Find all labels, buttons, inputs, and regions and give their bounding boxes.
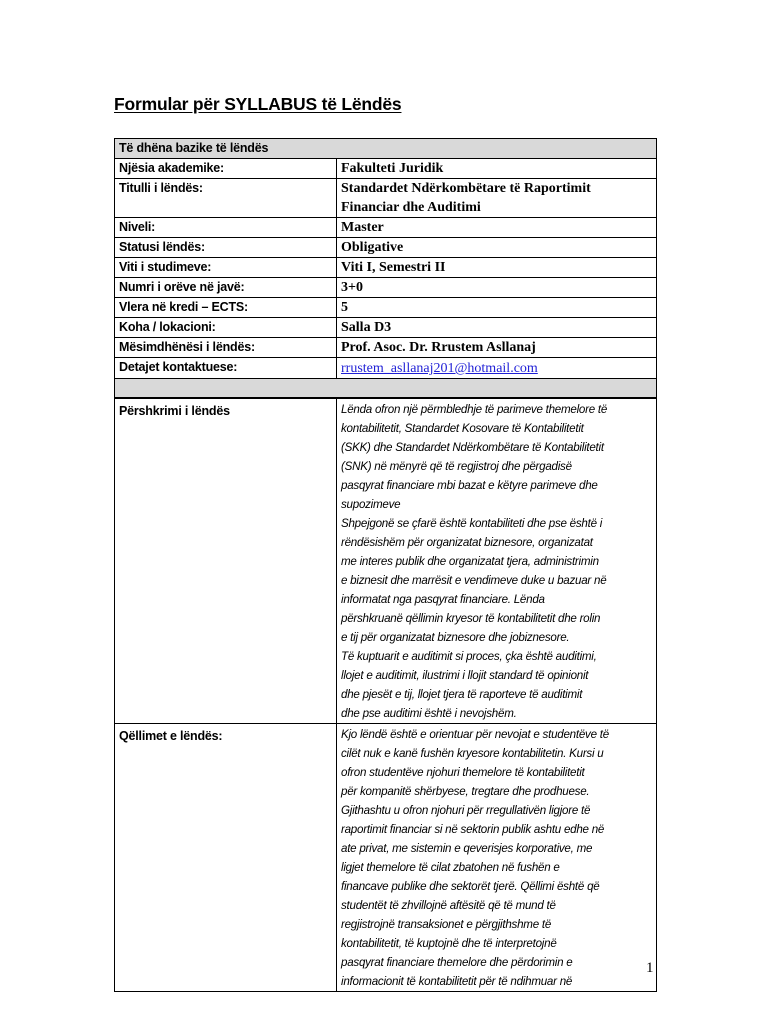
description-line: dhe pjesët e tij, llojet tjera të raporteve të auditimit bbox=[341, 688, 583, 701]
row-label-description: Përshkrimi i lëndës bbox=[115, 399, 337, 724]
table-row bbox=[115, 298, 657, 318]
description-line: pasqyrat financiare mbi bazat e këtyre parimeve dhe bbox=[341, 479, 598, 492]
description-line: (SKK) dhe Standardet Ndërkombëtare të Kontabilitetit bbox=[341, 441, 604, 454]
goals-line: ate privat, me sistemin e qeverisjes korporative, me bbox=[341, 842, 593, 855]
table-header: Të dhëna bazike të lëndës bbox=[115, 139, 657, 159]
description-line: me interes publik dhe organizatat tjera, administrimin bbox=[341, 555, 599, 568]
row-label-status: Statusi lëndës: bbox=[115, 238, 337, 258]
row-value-weekly-hours: 3+0 bbox=[337, 278, 657, 298]
goals-line: studentët të zhvillojnë aftësitë që të mund të bbox=[341, 899, 556, 912]
description-line: rëndësishëm për organizatat biznesore, organizatat bbox=[341, 536, 593, 549]
document-title: Formular për SYLLABUS të Lëndës bbox=[114, 94, 402, 114]
table-row bbox=[115, 159, 657, 179]
goals-line: raportimit financiar si në sektorin publik ashtu edhe në bbox=[341, 823, 605, 836]
row-value-status: Obligative bbox=[337, 238, 657, 258]
row-label-time-location: Koha / lokacioni: bbox=[115, 318, 337, 338]
description-line: përshkruanë qëllimin kryesor të kontabilitetit dhe rolin bbox=[341, 612, 601, 625]
description-line: informatat nga pasqyrat financiare. Lënda bbox=[341, 593, 545, 606]
goals-line: Kjo lëndë është e orientuar për nevojat e studentëve të bbox=[341, 728, 609, 741]
goals-text bbox=[337, 724, 657, 992]
spacer-row bbox=[115, 379, 657, 398]
row-label-ects: Vlera në kredi – ECTS: bbox=[115, 298, 337, 318]
goals-line: pasqyrat financiare themelore dhe përdorimin e bbox=[341, 956, 573, 969]
row-value-ects: 5 bbox=[337, 298, 657, 318]
goals-row bbox=[115, 724, 657, 992]
row-value-lecturer: Prof. Asoc. Dr. Rrustem Asllanaj bbox=[337, 338, 657, 358]
goals-line: financave publike dhe sektorët tjerë. Qëllimi është që bbox=[341, 880, 600, 893]
row-value-time-location: Salla D3 bbox=[337, 318, 657, 338]
table-row bbox=[115, 238, 657, 258]
table-row bbox=[115, 338, 657, 358]
goals-line: Gjithashtu u ofron njohuri për rregullativën ligjore të bbox=[341, 804, 591, 817]
description-line: (SNK) në mënyrë që të regjistroj dhe përgadisë bbox=[341, 460, 572, 473]
goals-line: kontabilitetit, të kuptojnë dhe të interpretojnë bbox=[341, 937, 557, 950]
goals-line: ligjet themelore të cilat zbatohen në fushën e bbox=[341, 861, 560, 874]
description-line: dhe pse auditimi është i nevojshëm. bbox=[341, 707, 517, 720]
goals-line: për kompanitë shërbyese, tregtare dhe prodhuese. bbox=[341, 785, 590, 798]
description-line: Lënda ofron një përmbledhje të parimeve themelore të bbox=[341, 403, 608, 416]
description-row bbox=[115, 399, 657, 724]
syllabus-table bbox=[114, 138, 657, 992]
row-value-course-title bbox=[337, 179, 657, 218]
row-label-course-title: Titulli i lëndës: bbox=[115, 179, 337, 218]
row-label-weekly-hours: Numri i orëve në javë: bbox=[115, 278, 337, 298]
table-row bbox=[115, 218, 657, 238]
course-title-line: Financiar dhe Auditimi bbox=[341, 200, 481, 215]
row-value-academic-unit: Fakulteti Juridik bbox=[337, 159, 657, 179]
description-line: Shpejgonë se çfarë është kontabiliteti dhe pse është i bbox=[341, 517, 603, 530]
table-row bbox=[115, 278, 657, 298]
description-line: e tij për organizatat biznesore dhe jobiznesore. bbox=[341, 631, 570, 644]
row-label-academic-unit: Njësia akademike: bbox=[115, 159, 337, 179]
table-row bbox=[115, 258, 657, 278]
table-row bbox=[115, 179, 657, 218]
row-value-study-year: Viti I, Semestri II bbox=[337, 258, 657, 278]
row-label-goals: Qëllimet e lëndës: bbox=[115, 724, 337, 992]
course-title-line: Standardet Ndërkombëtare të Raportimit bbox=[341, 181, 591, 196]
description-line: supozimeve bbox=[341, 498, 401, 511]
table-header-row bbox=[115, 139, 657, 159]
row-label-study-year: Viti i studimeve: bbox=[115, 258, 337, 278]
description-line: e biznesit dhe marrësit e vendimeve duke u bazuar në bbox=[341, 574, 607, 587]
goals-line: regjistrojnë transaksionet e përgjithshme të bbox=[341, 918, 552, 931]
description-line: llojet e auditimit, ilustrimi i llojit standard të opinionit bbox=[341, 669, 589, 682]
spacer-cell bbox=[115, 379, 657, 398]
description-line: Të kuptuarit e auditimit si proces, çka është auditimi, bbox=[341, 650, 597, 663]
table-row bbox=[115, 358, 657, 379]
description-line: kontabilitetit, Standardet Kosovare të Kontabilitetit bbox=[341, 422, 584, 435]
row-value-level: Master bbox=[337, 218, 657, 238]
row-label-level: Niveli: bbox=[115, 218, 337, 238]
row-label-lecturer: Mësimdhënësi i lëndës: bbox=[115, 338, 337, 358]
goals-line: cilët nuk e kanë fushën kryesore kontabilitetin. Kursi u bbox=[341, 747, 604, 760]
description-text bbox=[337, 399, 657, 724]
contact-cell bbox=[337, 358, 657, 379]
row-label-contact: Detajet kontaktuese: bbox=[115, 358, 337, 379]
goals-line: ofron studentëve njohuri themelore të kontabilitetit bbox=[341, 766, 585, 779]
goals-line: informacionit të kontabilitetit për të ndihmuar në bbox=[341, 975, 573, 988]
contact-email-link[interactable]: rrustem_asllanaj201@hotmail.com bbox=[341, 361, 538, 376]
page-number: 1 bbox=[646, 960, 654, 976]
table-row bbox=[115, 318, 657, 338]
